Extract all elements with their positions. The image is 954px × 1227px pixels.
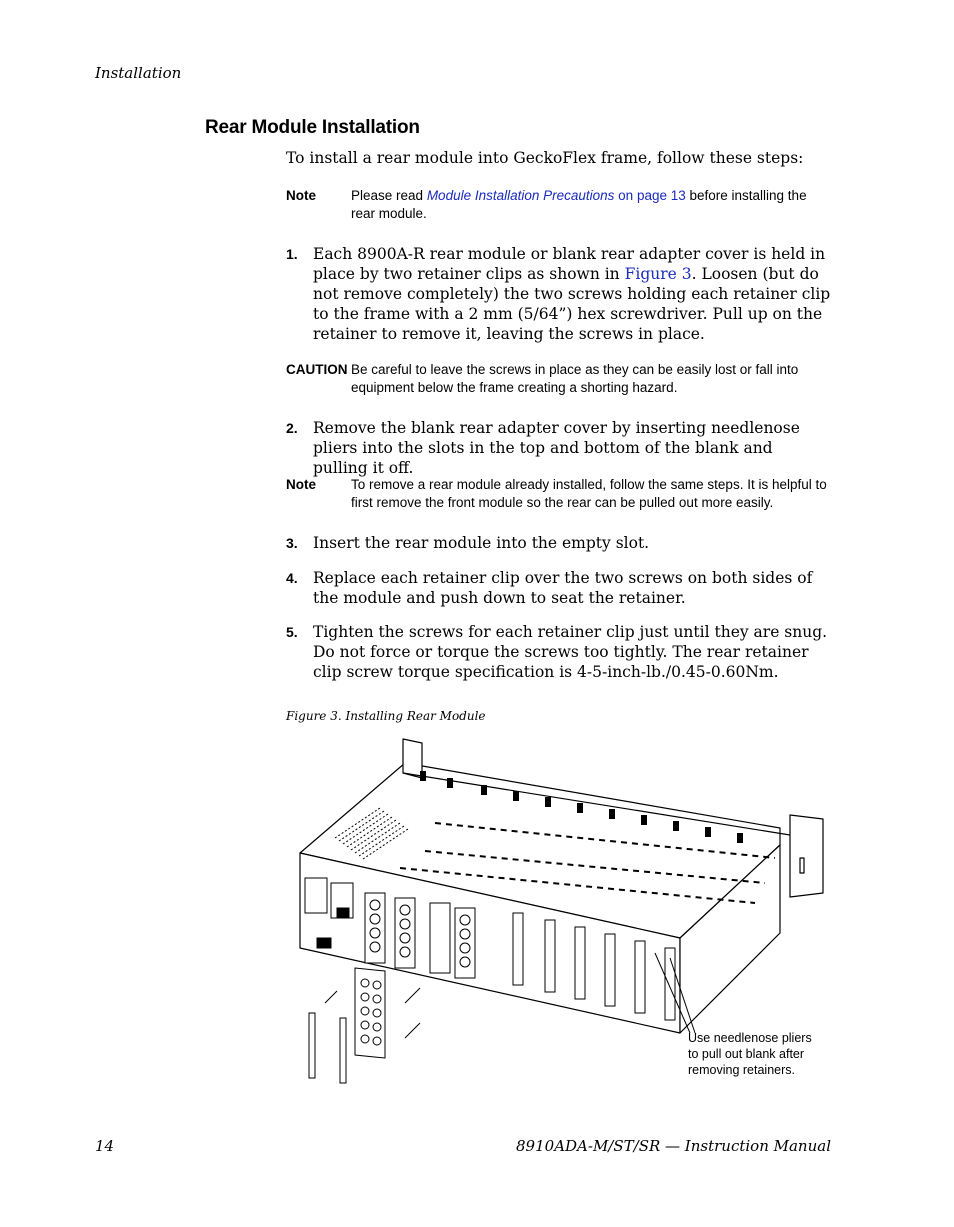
step-text-pre: Each 8900A-R rear module or blank rear adapter cover is held in place by two retainer clips as shown in xyxy=(313,245,826,283)
note-remove xyxy=(286,476,831,512)
step-text-post: . Loosen (but do not remove completely) the two screws holding each retainer clip to the frame with a 2 mm (5/64”) hex screwdriver. Pull up on the retainer to remove it, leaving the screws in place. xyxy=(313,265,831,343)
note-precautions xyxy=(286,187,831,223)
note-text-post: before installing the rear module. xyxy=(351,188,807,221)
callout-line: removing retainers. xyxy=(688,1063,795,1077)
step-number: 3. xyxy=(286,535,298,551)
running-head: Installation xyxy=(95,64,182,82)
figure-3-link[interactable]: Figure 3 xyxy=(624,265,692,283)
callout-line: Use needlenose pliers xyxy=(688,1031,812,1045)
caution-label: CAUTION xyxy=(286,362,348,377)
step-text: Remove the blank rear adapter cover by inserting needlenose pliers into the slots in the top and bottom of the blank and pulling it off. xyxy=(313,419,800,477)
note-text xyxy=(351,187,831,223)
step-number: 5. xyxy=(286,624,298,640)
caution-notice xyxy=(286,361,831,397)
document-title: 8910ADA-M/ST/SR — Instruction Manual xyxy=(516,1137,831,1155)
section-title: Rear Module Installation xyxy=(205,117,420,138)
step-3 xyxy=(286,533,831,553)
precautions-link[interactable]: Module Installation Precautions xyxy=(426,188,615,203)
step-1 xyxy=(286,244,831,344)
step-text xyxy=(313,244,831,344)
note-text-pre: Please read xyxy=(351,188,427,203)
caution-text: Be careful to leave the screws in place as they can be easily lost or fall into equipment below the frame creating a shorting hazard. xyxy=(351,362,799,395)
figure-caption: Figure 3. Installing Rear Module xyxy=(286,709,486,723)
step-text: Replace each retainer clip over the two screws on both sides of the module and push down to seat the retainer. xyxy=(313,569,813,607)
step-number: 4. xyxy=(286,570,298,586)
note-text: To remove a rear module already installed, follow the same steps. It is helpful to first remove the front module so the rear can be pulled out more easily. xyxy=(351,477,827,510)
intro-paragraph: To install a rear module into GeckoFlex frame, follow these steps: xyxy=(286,149,804,167)
step-4 xyxy=(286,568,831,608)
callout-line: to pull out blank after xyxy=(688,1047,805,1061)
figure-callout xyxy=(688,1030,828,1078)
note-label: Note xyxy=(286,477,316,492)
step-number: 2. xyxy=(286,420,298,436)
step-5 xyxy=(286,622,831,682)
note-label: Note xyxy=(286,188,316,203)
page-number: 14 xyxy=(95,1137,115,1155)
step-text: Tighten the screws for each retainer clip just until they are snug. Do not force or torque the screws too tightly. The rear retainer clip screw torque specification is 4-5-inch-lb./0.45-0.60Nm. xyxy=(313,623,828,681)
step-number: 1. xyxy=(286,246,298,262)
page-13-link[interactable]: on page 13 xyxy=(614,188,686,203)
step-text: Insert the rear module into the empty slot. xyxy=(313,534,650,552)
step-2 xyxy=(286,418,831,478)
